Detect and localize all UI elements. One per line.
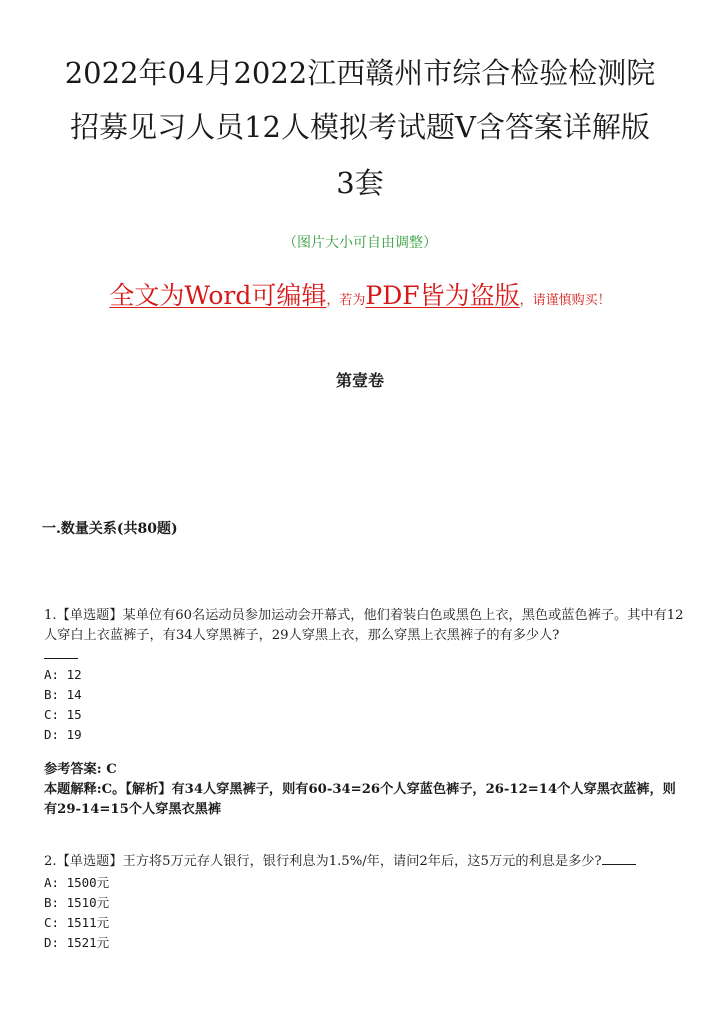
warning-separator-2: ，请谨慎购买！ xyxy=(519,293,611,308)
answer-label: 参考答案: C xyxy=(44,762,117,777)
answer-explanation: 本题解释:C。【解析】有34人穿黑裤子，则有60-34=26个人穿蓝色裤子，26-12=14个人穿黑衣蓝裤，则有29-14=15个人穿黑衣黑裤 xyxy=(44,782,676,817)
warning-editable-text: 全文为Word可编辑 xyxy=(109,281,327,310)
question-2-text: 2.【单选题】王方将5万元存人银行，银行利息为1.5%/年，请问2年后，这5万元的利息是多少? xyxy=(44,854,602,869)
question-1-answer xyxy=(44,760,684,820)
document-title-line-1: 2022年04月2022江西赣州市综合检验检测院 xyxy=(64,56,656,90)
answer-blank xyxy=(44,646,78,659)
document-title-line-3: 3套 xyxy=(336,166,384,200)
image-size-note: （图片大小可自由调整） xyxy=(283,235,437,251)
warning-pdf-text: PDF皆为盗版 xyxy=(365,281,520,310)
option-b: B: 14 xyxy=(44,687,82,702)
option-d: D: 1521元 xyxy=(44,935,110,950)
volume-title: 第壹卷 xyxy=(335,371,384,390)
option-b: B: 1510元 xyxy=(44,895,110,910)
piracy-warning xyxy=(0,276,720,312)
question-1 xyxy=(44,606,684,666)
answer-blank xyxy=(602,852,636,865)
warning-separator-1: ，若为 xyxy=(326,293,366,308)
question-1-options xyxy=(44,665,82,745)
document-title-line-2: 招募见习人员12人模拟考试题V含答案详解版 xyxy=(70,110,650,144)
option-a: A: 1500元 xyxy=(44,875,110,890)
option-d: D: 19 xyxy=(44,727,82,742)
question-2 xyxy=(44,852,684,872)
section-heading: 一.数量关系(共80题) xyxy=(42,521,178,537)
option-c: C: 1511元 xyxy=(44,915,110,930)
option-a: A: 12 xyxy=(44,667,82,682)
question-1-text: 1.【单选题】某单位有60名运动员参加运动会开幕式，他们着装白色或黑色上衣，黑色或蓝色裤子。其中有12人穿白上衣蓝裤子，有34人穿黑裤子，29人穿黑上衣，那么穿黑上衣黑裤子的有多少人? xyxy=(44,608,684,643)
question-2-options xyxy=(44,873,109,953)
option-c: C: 15 xyxy=(44,707,82,722)
